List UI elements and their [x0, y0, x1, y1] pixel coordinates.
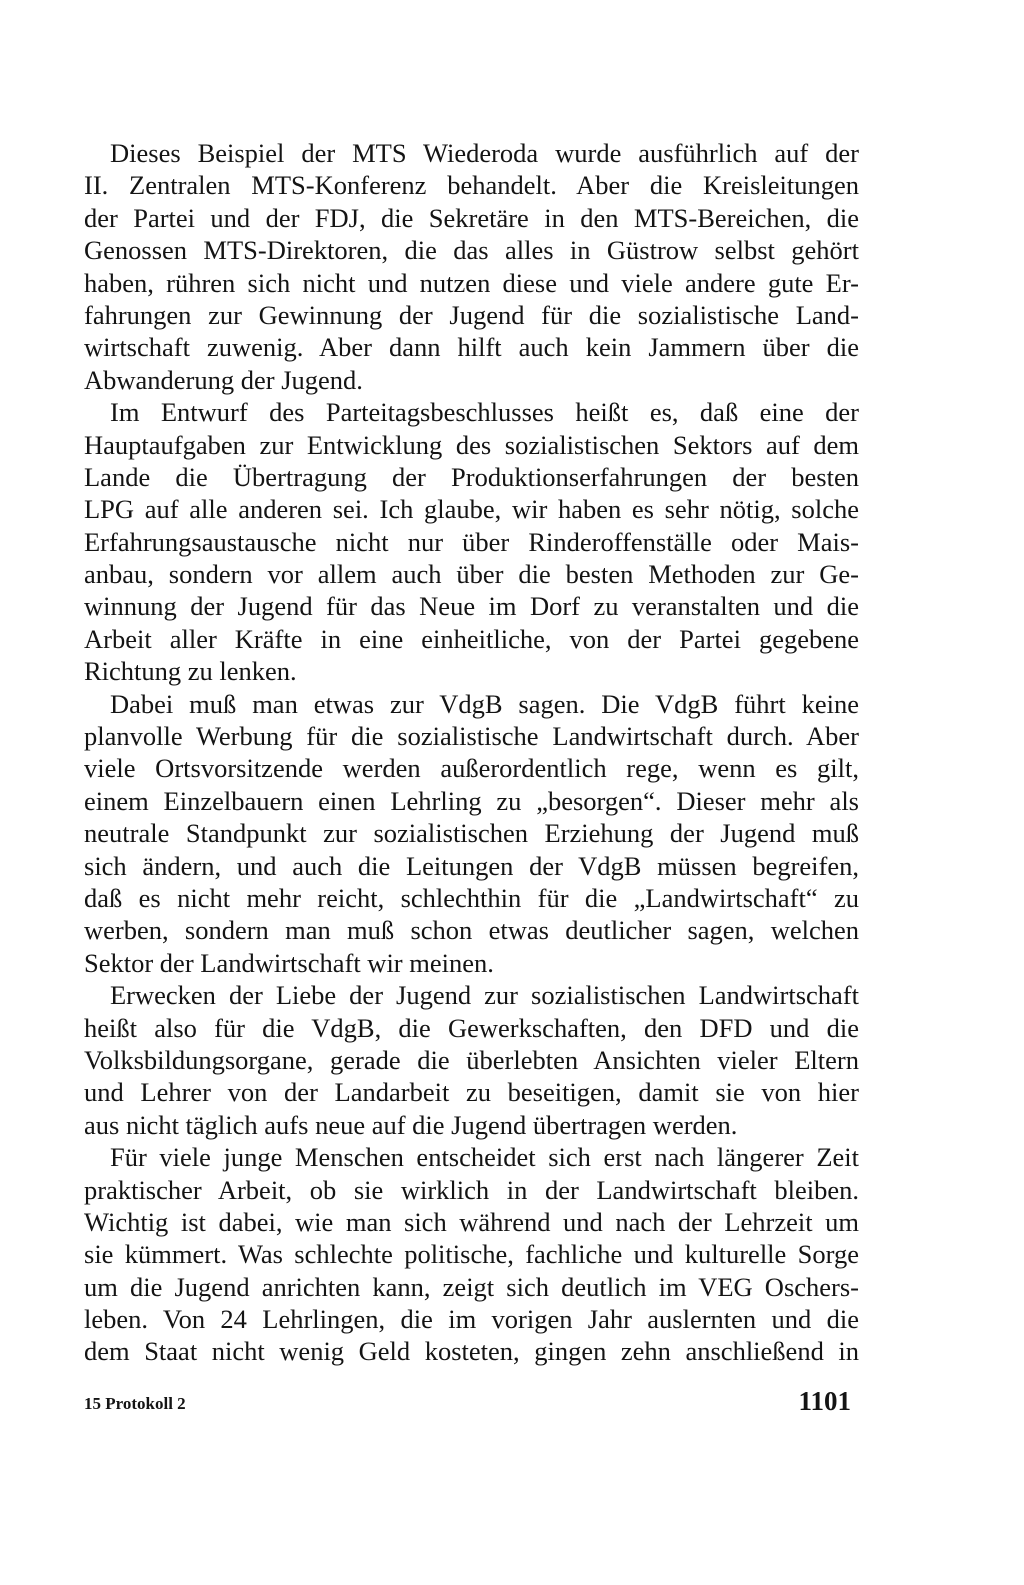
- text-line: viele Ortsvorsitzende werden außerordentlich rege, wenn es gilt,: [84, 753, 859, 784]
- text-line: daß es nicht mehr reicht, schlechthin für die „Landwirtschaft“ zu: [84, 882, 859, 913]
- text-line: einem Einzelbauern einen Lehrling zu „besorgen“. Dieser mehr als: [84, 785, 859, 816]
- text-line: Arbeit aller Kräfte in eine einheitliche, von der Partei gegebene: [84, 623, 859, 654]
- text-line: heißt also für die VdgB, die Gewerkschaften, den DFD und die: [84, 1012, 859, 1043]
- text-line: werben, sondern man muß schon etwas deutlicher sagen, welchen: [84, 915, 859, 946]
- text-line: Dabei muß man etwas zur VdgB sagen. Die VdgB führt keine: [110, 688, 859, 719]
- text-line: neutrale Standpunkt zur sozialistischen Erziehung der Jugend muß: [84, 818, 859, 849]
- text-line: Abwanderung der Jugend.: [84, 364, 363, 395]
- text-line: leben. Von 24 Lehrlingen, die im vorigen Jahr auslernten und die: [84, 1304, 859, 1335]
- text-line: anbau, sondern vor allem auch über die besten Methoden zur Ge-: [84, 559, 859, 590]
- text-line: wirtschaft zuwenig. Aber dann hilft auch kein Jammern über die: [84, 332, 859, 363]
- body-text: [84, 137, 859, 1368]
- text-line: haben, rühren sich nicht und nutzen diese und viele andere gute Er-: [84, 267, 859, 298]
- text-line: winnung der Jugend für das Neue im Dorf zu veranstalten und die: [84, 591, 859, 622]
- paragraph: [84, 396, 859, 688]
- text-line: planvolle Werbung für die sozialistische Landwirtschaft durch. Aber: [84, 721, 859, 752]
- page-number: 1101: [798, 1386, 851, 1416]
- text-line: Sektor der Landwirtschaft wir meinen.: [84, 947, 494, 978]
- paragraph: [84, 979, 859, 1141]
- text-line: Richtung zu lenken.: [84, 656, 297, 687]
- text-line: um die Jugend anrichten kann, zeigt sich deutlich im VEG Oschers-: [84, 1271, 859, 1302]
- paragraph: [84, 1141, 859, 1368]
- text-line: dem Staat nicht wenig Geld kosteten, gingen zehn anschließend in: [84, 1336, 859, 1367]
- text-line: II. Zentralen MTS-Konferenz behandelt. Aber die Kreisleitungen: [84, 170, 859, 201]
- text-line: praktischer Arbeit, ob sie wirklich in der Landwirtschaft bleiben.: [84, 1174, 859, 1205]
- text-line: fahrungen zur Gewinnung der Jugend für die sozialistische Land-: [84, 299, 859, 330]
- text-line: LPG auf alle anderen sei. Ich glaube, wir haben es sehr nötig, solche: [84, 494, 859, 525]
- text-line: sich ändern, und auch die Leitungen der VdgB müssen begreifen,: [84, 850, 859, 881]
- text-line: Dieses Beispiel der MTS Wiederoda wurde ausführlich auf der: [110, 138, 859, 168]
- paragraph: [84, 688, 859, 980]
- text-line: Genossen MTS-Direktoren, die das alles in Güstrow selbst gehört: [84, 235, 859, 266]
- paragraph: [84, 137, 859, 396]
- text-line: Hauptaufgaben zur Entwicklung des sozialistischen Sektors auf dem: [84, 429, 859, 460]
- page-footer: [84, 1386, 859, 1426]
- text-line: Für viele junge Menschen entscheidet sich erst nach längerer Zeit: [110, 1142, 859, 1173]
- text-line: aus nicht täglich aufs neue auf die Jugend übertragen werden.: [84, 1109, 738, 1140]
- text-line: und Lehrer von der Landarbeit zu beseitigen, damit sie von hier: [84, 1077, 859, 1108]
- printer-signature: 15 Protokoll 2: [84, 1394, 186, 1413]
- text-line: Lande die Übertragung der Produktionserfahrungen der besten: [84, 461, 859, 492]
- text-line: der Partei und der FDJ, die Sekretäre in den MTS-Bereichen, die: [84, 202, 859, 233]
- text-line: Volksbildungsorgane, gerade die überlebten Ansichten vieler Eltern: [84, 1044, 859, 1075]
- text-line: Erwecken der Liebe der Jugend zur sozialistischen Landwirtschaft: [110, 980, 859, 1011]
- text-line: sie kümmert. Was schlechte politische, fachliche und kulturelle Sorge: [84, 1239, 859, 1270]
- text-line: Im Entwurf des Parteitagsbeschlusses heißt es, daß eine der: [110, 397, 859, 428]
- text-line: Wichtig ist dabei, wie man sich während und nach der Lehrzeit um: [84, 1206, 859, 1237]
- text-line: Erfahrungsaustausche nicht nur über Rinderoffenställe oder Mais-: [84, 526, 859, 557]
